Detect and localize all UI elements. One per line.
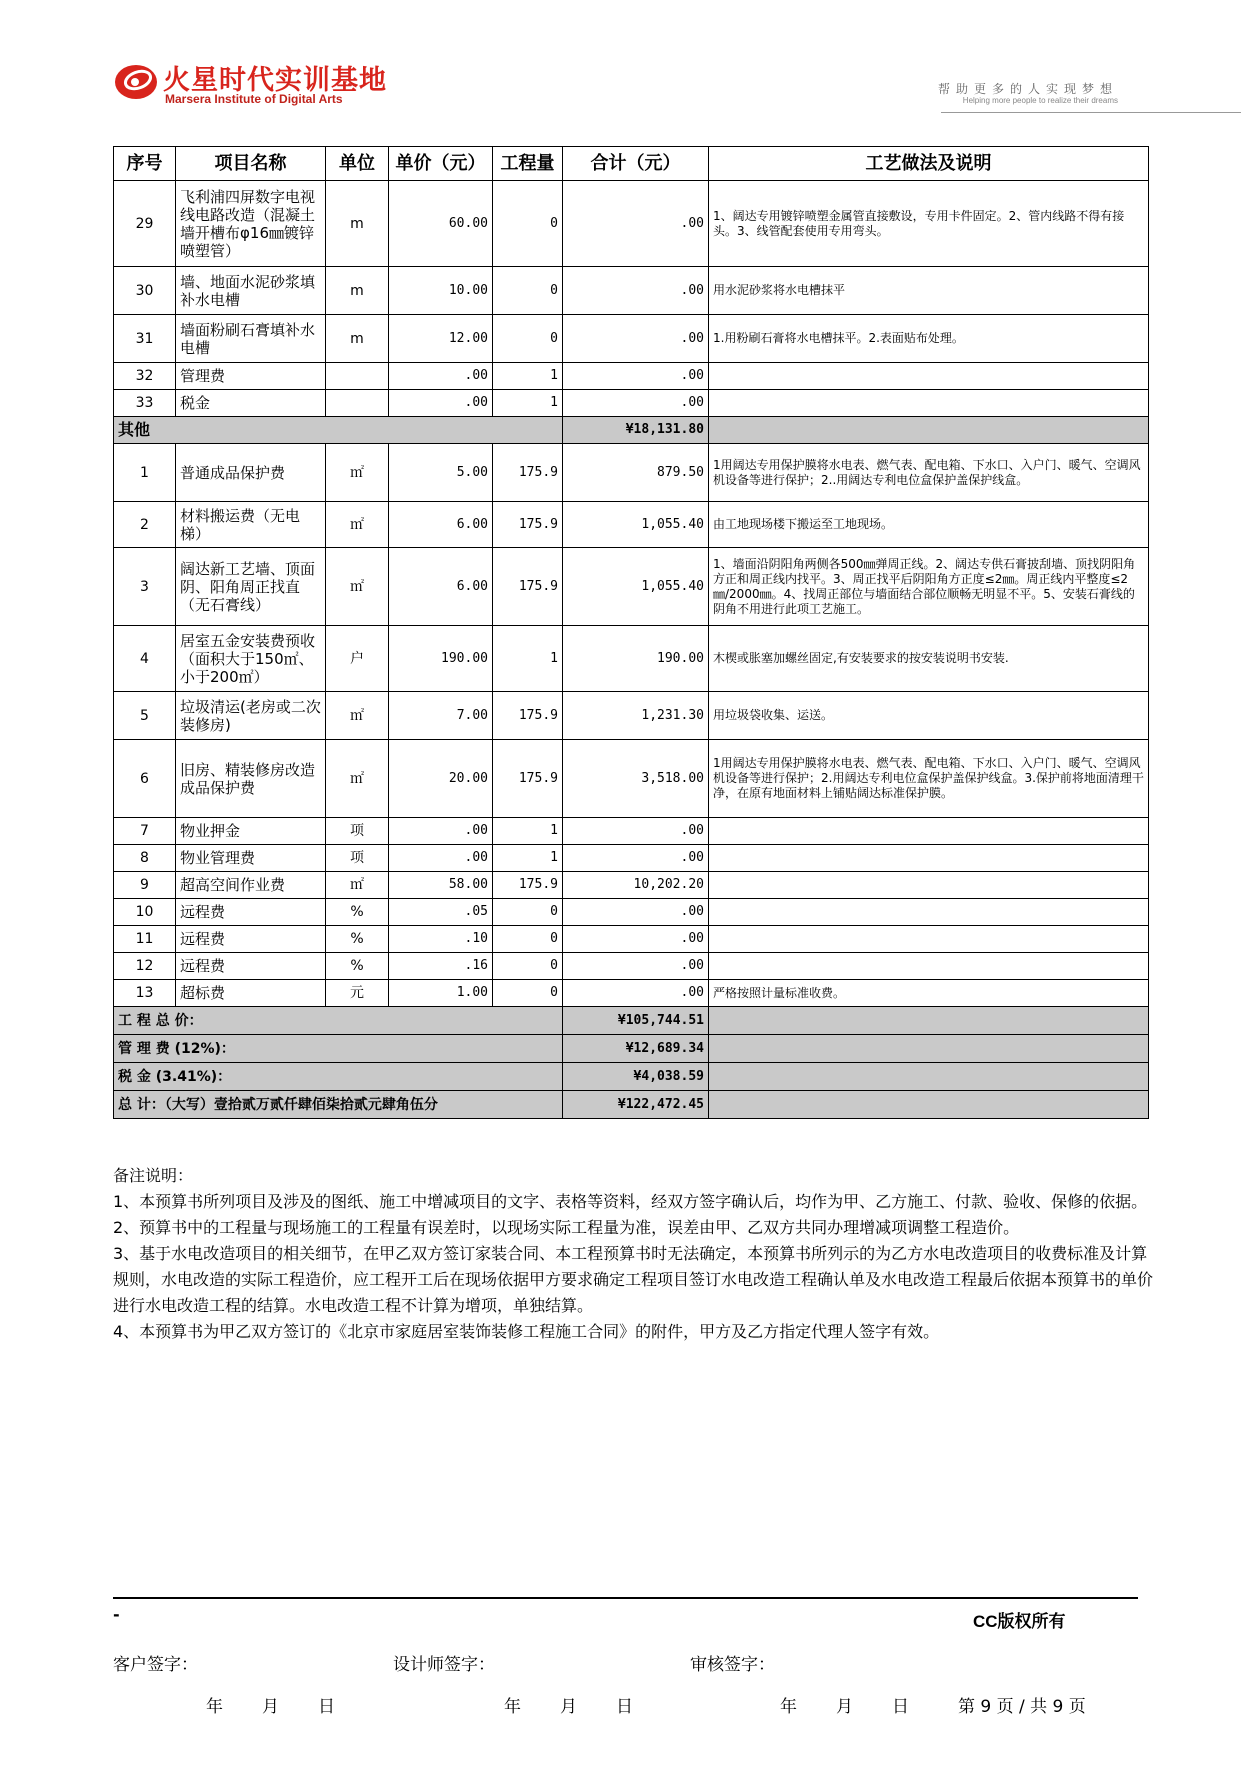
cell-total: .00 [563, 363, 709, 390]
cell-no: 7 [114, 818, 176, 845]
summary-row-tax [114, 1063, 1149, 1091]
cell-qty: 0 [493, 315, 563, 363]
cell-qty: 0 [493, 980, 563, 1007]
cell-unit: ㎡ [326, 692, 389, 740]
cell-total: 10,202.20 [563, 872, 709, 899]
cell-qty: 175.9 [493, 740, 563, 818]
cell-name: 普通成品保护费 [176, 444, 326, 502]
table-row [114, 390, 1149, 417]
cell-price: 58.00 [389, 872, 493, 899]
marsera-logo-icon [113, 61, 160, 101]
table-row [114, 315, 1149, 363]
customer-date-month: 月 [262, 1697, 279, 1717]
cell-total: 1,055.40 [563, 502, 709, 548]
cell-total: .00 [563, 899, 709, 926]
cell-no: 29 [114, 181, 176, 267]
cell-total: 879.50 [563, 444, 709, 502]
group-total: ¥18,131.80 [563, 417, 709, 444]
customer-signature-label: 客户签字： [113, 1655, 198, 1675]
cell-no: 3 [114, 548, 176, 626]
cell-name: 超标费 [176, 980, 326, 1007]
group-label: 其他 [114, 417, 563, 444]
cell-no: 13 [114, 980, 176, 1007]
cell-desc [709, 818, 1149, 845]
cell-total: .00 [563, 953, 709, 980]
summary-label: 管 理 费 (12%)： [114, 1035, 563, 1063]
cell-qty: 175.9 [493, 502, 563, 548]
summary-row-grand-total [114, 1091, 1149, 1119]
cell-no: 32 [114, 363, 176, 390]
summary-value: ¥12,689.34 [563, 1035, 709, 1063]
table-row [114, 980, 1149, 1007]
cell-qty: 0 [493, 267, 563, 315]
cell-qty: 0 [493, 899, 563, 926]
page-header [113, 58, 1138, 116]
col-header-desc: 工艺做法及说明 [709, 147, 1149, 181]
designer-date-year: 年 [504, 1697, 521, 1717]
table-row [114, 740, 1149, 818]
cell-unit: ㎡ [326, 502, 389, 548]
designer-signature-label: 设计师签字： [393, 1655, 495, 1675]
cell-qty: 1 [493, 626, 563, 692]
cell-name: 飞利浦四屏数字电视线电路改造（混凝土墙开槽布φ16㎜镀锌喷塑管） [176, 181, 326, 267]
cell-no: 10 [114, 899, 176, 926]
cell-no: 2 [114, 502, 176, 548]
cell-total: .00 [563, 267, 709, 315]
cell-desc: 用垃圾袋收集、运送。 [709, 692, 1149, 740]
cell-total: .00 [563, 926, 709, 953]
cell-desc: 由工地现场楼下搬运至工地现场。 [709, 502, 1149, 548]
summary-value: ¥122,472.45 [563, 1091, 709, 1119]
cell-qty: 0 [493, 953, 563, 980]
col-header-unit: 单位 [326, 147, 389, 181]
summary-empty [709, 1063, 1149, 1091]
table-row [114, 872, 1149, 899]
cell-unit: % [326, 926, 389, 953]
cell-name: 旧房、精装修房改造成品保护费 [176, 740, 326, 818]
cell-desc: 严格按照计量标准收费。 [709, 980, 1149, 1007]
cell-price: 190.00 [389, 626, 493, 692]
col-header-no: 序号 [114, 147, 176, 181]
cell-total: 190.00 [563, 626, 709, 692]
cell-qty: 1 [493, 390, 563, 417]
table-row [114, 363, 1149, 390]
cell-name: 阔达新工艺墙、顶面阴、阳角周正找直（无石膏线） [176, 548, 326, 626]
cell-price: 60.00 [389, 181, 493, 267]
cell-no: 4 [114, 626, 176, 692]
cell-name: 材料搬运费（无电梯） [176, 502, 326, 548]
cell-qty: 175.9 [493, 548, 563, 626]
cell-name: 税金 [176, 390, 326, 417]
table-row [114, 267, 1149, 315]
cell-no: 9 [114, 872, 176, 899]
cell-unit: m [326, 315, 389, 363]
cell-name: 远程费 [176, 899, 326, 926]
summary-value: ¥105,744.51 [563, 1007, 709, 1035]
group-desc-empty [709, 417, 1149, 444]
cell-name: 远程费 [176, 926, 326, 953]
cell-desc: 1用阔达专用保护膜将水电表、燃气表、配电箱、下水口、入户门、暖气、空调风机设备等进行保护；2..用阔达专利电位盒保护盖保护线盒。 [709, 444, 1149, 502]
cell-name: 物业管理费 [176, 845, 326, 872]
cell-name: 远程费 [176, 953, 326, 980]
cell-desc: 1用阔达专用保护膜将水电表、燃气表、配电箱、下水口、入户门、暖气、空调风机设备等进行保护；2.用阔达专利电位盒保护盖保护线盒。3.保护前将地面清理干净，在原有地面材料上铺贴阔达标准保护膜。 [709, 740, 1149, 818]
cell-total: .00 [563, 980, 709, 1007]
cell-name: 物业押金 [176, 818, 326, 845]
table-row [114, 899, 1149, 926]
col-header-qty: 工程量 [493, 147, 563, 181]
cell-total: .00 [563, 818, 709, 845]
cell-price: 7.00 [389, 692, 493, 740]
cell-desc [709, 953, 1149, 980]
cell-price: .16 [389, 953, 493, 980]
logo-english-name: Marsera Institute of Digital Arts [165, 92, 343, 106]
table-row [114, 953, 1149, 980]
cell-qty: 175.9 [493, 444, 563, 502]
cell-price: 5.00 [389, 444, 493, 502]
summary-label: 工 程 总 价： [114, 1007, 563, 1035]
cell-desc: 1、阔达专用镀锌喷塑金属管直接敷设，专用卡件固定。2、管内线路不得有接头。3、线管配套使用专用弯头。 [709, 181, 1149, 267]
cell-unit: ㎡ [326, 872, 389, 899]
cell-desc: 1.用粉刷石膏将水电槽抹平。2.表面贴布处理。 [709, 315, 1149, 363]
summary-empty [709, 1007, 1149, 1035]
summary-label: 总 计：（大写）壹拾贰万贰仟肆佰柒拾贰元肆角伍分 [114, 1091, 563, 1119]
remarks-item: 3、基于水电改造项目的相关细节，在甲乙双方签订家装合同、本工程预算书时无法确定，本预算书所列示的为乙方水电改造项目的收费标准及计算规则，水电改造的实际工程造价，应工程开工后在现场依据甲方要求确定工程项目签订水电改造工程确认单及水电改造工程最后依据本预算书的单价进行水电改造工程的结算。水电改造工程不计算为增项，单独结算。 [113, 1244, 1154, 1315]
slogan-english: Helping more people to realize their dreams [962, 96, 1118, 105]
cell-total: .00 [563, 845, 709, 872]
cell-unit: 项 [326, 818, 389, 845]
cell-unit: 元 [326, 980, 389, 1007]
cell-total: .00 [563, 390, 709, 417]
cell-no: 33 [114, 390, 176, 417]
cell-name: 超高空间作业费 [176, 872, 326, 899]
table-row [114, 444, 1149, 502]
cell-qty: 0 [493, 926, 563, 953]
table-row [114, 502, 1149, 548]
col-header-name: 项目名称 [176, 147, 326, 181]
cell-unit: % [326, 899, 389, 926]
cell-no: 31 [114, 315, 176, 363]
review-date-day: 日 [892, 1697, 909, 1717]
cell-unit [326, 390, 389, 417]
footer-divider [113, 1597, 1138, 1599]
remarks-title: 备注说明： [113, 1166, 194, 1185]
table-row [114, 692, 1149, 740]
cell-desc: 用水泥砂浆将水电槽抹平 [709, 267, 1149, 315]
cell-qty: 1 [493, 845, 563, 872]
cell-price: 10.00 [389, 267, 493, 315]
cell-desc: 1、墙面沿阴阳角两侧各500㎜弹周正线。2、阔达专供石膏披刮墙、顶找阴阳角方正和周正线内找平。3、周正找平后阴阳角方正度≤2㎜。周正线内平整度≤2㎜/2000㎜。4、找周正部位与墙面结合部位顺畅无明显不平。5、安装石膏线的阴角不用进行此项工艺施工。 [709, 548, 1149, 626]
table-row [114, 181, 1149, 267]
cell-desc [709, 872, 1149, 899]
group-row-other [114, 417, 1149, 444]
remarks-section [113, 1163, 1153, 1345]
cell-unit: m [326, 267, 389, 315]
cell-desc [709, 845, 1149, 872]
cell-name: 墙面粉刷石膏填补水电槽 [176, 315, 326, 363]
cell-price: 6.00 [389, 548, 493, 626]
cell-qty: 0 [493, 181, 563, 267]
cell-total: 3,518.00 [563, 740, 709, 818]
cell-unit: 户 [326, 626, 389, 692]
table-row [114, 818, 1149, 845]
table-row [114, 926, 1149, 953]
cell-desc [709, 899, 1149, 926]
logo-chinese-name: 火星时代实训基地 [163, 65, 387, 96]
cell-price: 20.00 [389, 740, 493, 818]
cell-qty: 1 [493, 363, 563, 390]
col-header-total: 合计（元） [563, 147, 709, 181]
cell-no: 8 [114, 845, 176, 872]
budget-table [113, 146, 1149, 1119]
cell-no: 6 [114, 740, 176, 818]
cell-price: 6.00 [389, 502, 493, 548]
slogan-chinese: 帮助更多的人实现梦想 [937, 82, 1118, 96]
cell-price: 1.00 [389, 980, 493, 1007]
header-divider [941, 112, 1241, 113]
cell-price: .00 [389, 363, 493, 390]
cell-price: 12.00 [389, 315, 493, 363]
table-row [114, 845, 1149, 872]
designer-date-day: 日 [616, 1697, 633, 1717]
cell-unit: % [326, 953, 389, 980]
review-date-year: 年 [780, 1697, 797, 1717]
cell-price: .00 [389, 390, 493, 417]
summary-label: 税 金 (3.41%)： [114, 1063, 563, 1091]
cell-total: 1,055.40 [563, 548, 709, 626]
cell-no: 1 [114, 444, 176, 502]
cell-no: 11 [114, 926, 176, 953]
cell-unit: ㎡ [326, 548, 389, 626]
cell-qty: 1 [493, 818, 563, 845]
col-header-price: 单价（元） [389, 147, 493, 181]
page-number: 第 9 页 / 共 9 页 [958, 1697, 1086, 1717]
copyright-text: CC版权所有 [973, 1612, 1066, 1631]
cell-price: .10 [389, 926, 493, 953]
cell-desc [709, 390, 1149, 417]
cell-desc [709, 363, 1149, 390]
cell-desc: 木楔或胀塞加螺丝固定,有安装要求的按安装说明书安装. [709, 626, 1149, 692]
cell-qty: 175.9 [493, 872, 563, 899]
cell-no: 30 [114, 267, 176, 315]
cell-no: 5 [114, 692, 176, 740]
cell-name: 墙、地面水泥砂浆填补水电槽 [176, 267, 326, 315]
cell-qty: 175.9 [493, 692, 563, 740]
remarks-item: 4、本预算书为甲乙双方签订的《北京市家庭居室装饰装修工程施工合同》的附件，甲方及乙方指定代理人签字有效。 [113, 1322, 940, 1341]
cell-unit: 项 [326, 845, 389, 872]
cell-total: 1,231.30 [563, 692, 709, 740]
cell-price: .00 [389, 818, 493, 845]
cell-name: 管理费 [176, 363, 326, 390]
cell-unit: m [326, 181, 389, 267]
cell-price: .05 [389, 899, 493, 926]
summary-empty [709, 1035, 1149, 1063]
cell-name: 垃圾清运(老房或二次装修房) [176, 692, 326, 740]
summary-row-management-fee [114, 1035, 1149, 1063]
cell-no: 12 [114, 953, 176, 980]
cell-desc [709, 926, 1149, 953]
summary-value: ¥4,038.59 [563, 1063, 709, 1091]
remarks-item: 2、预算书中的工程量与现场施工的工程量有误差时，以现场实际工程量为准，误差由甲、乙双方共同办理增减项调整工程造价。 [113, 1218, 1020, 1237]
summary-row-project-total [114, 1007, 1149, 1035]
cell-unit: ㎡ [326, 444, 389, 502]
customer-date-year: 年 [206, 1697, 223, 1717]
review-date-month: 月 [836, 1697, 853, 1717]
table-header-row [114, 147, 1149, 181]
footer-dash: - [113, 1605, 120, 1624]
cell-total: .00 [563, 181, 709, 267]
designer-date-month: 月 [560, 1697, 577, 1717]
cell-total: .00 [563, 315, 709, 363]
cell-price: .00 [389, 845, 493, 872]
table-row [114, 626, 1149, 692]
customer-date-day: 日 [318, 1697, 335, 1717]
cell-name: 居室五金安装费预收（面积大于150㎡、小于200㎡） [176, 626, 326, 692]
summary-empty [709, 1091, 1149, 1119]
table-row [114, 548, 1149, 626]
review-signature-label: 审核签字： [690, 1655, 775, 1675]
cell-unit [326, 363, 389, 390]
cell-unit: ㎡ [326, 740, 389, 818]
remarks-item: 1、本预算书所列项目及涉及的图纸、施工中增减项目的文字、表格等资料，经双方签字确认后，均作为甲、乙方施工、付款、验收、保修的依据。 [113, 1192, 1148, 1211]
